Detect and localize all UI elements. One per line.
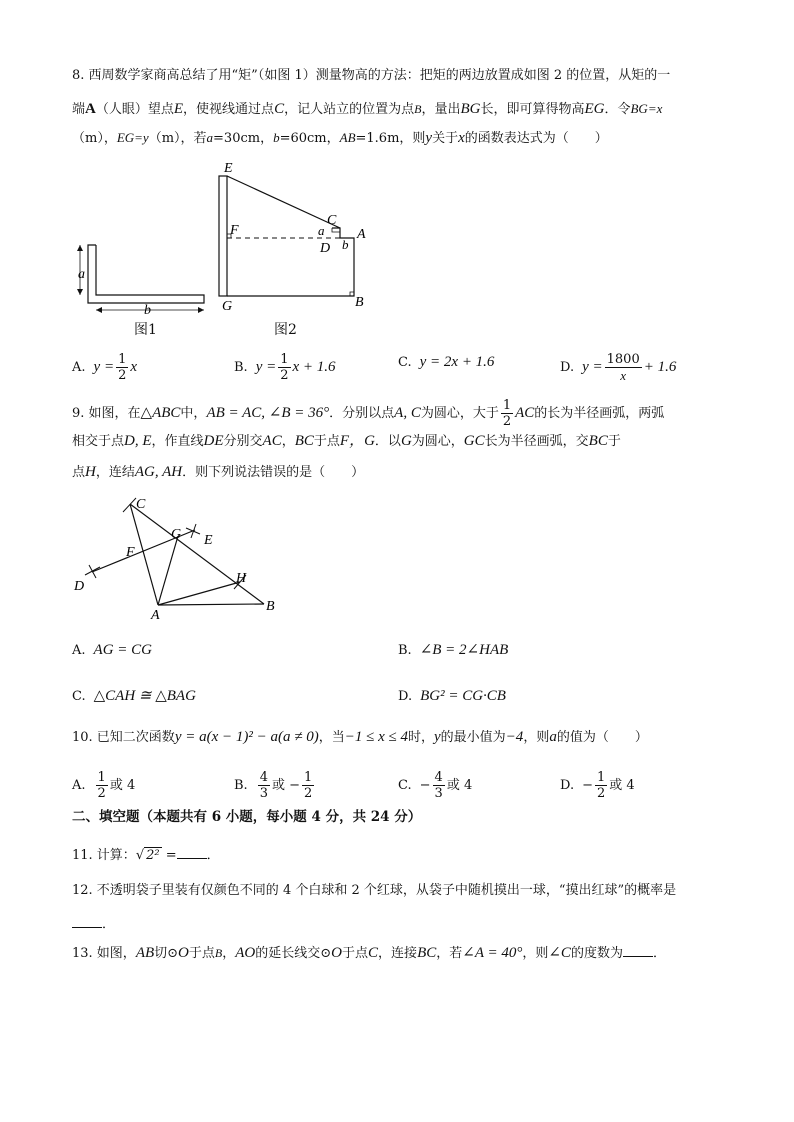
q8-option-d[interactable] [560,352,676,383]
var-AC: AC [262,433,282,449]
q8-figure-2 [212,160,382,320]
var-AC2: AC [515,405,535,421]
range: −1 ≤ x ≤ 4 [344,729,408,745]
var-FG: F，G [339,433,375,449]
option-label: B. [234,360,248,375]
var-triangle: △ABC [140,405,181,421]
text: 关于 [432,131,459,146]
label-E: E [204,533,213,548]
option-label: A. [72,643,86,658]
text: ，连接 [378,946,418,961]
var-B: B [214,946,223,960]
label-F: F [126,545,135,560]
q8-line-2 [72,99,732,120]
frac-num: 1 [280,352,289,367]
text: 为圆心，大于 [420,406,499,421]
q10-option-b[interactable] [234,770,316,801]
option-text: y = 2x + 1.6 [419,354,495,370]
text: 为圆心， [411,434,464,449]
text: ，当 [318,730,345,745]
text: （m），若 [148,131,207,146]
text: 时， [407,730,434,745]
dim-b-arrow-right [198,307,204,313]
frac-num: 1 [118,352,127,367]
frac-num: 1 [97,770,106,785]
text: ． [206,848,220,863]
text: 12. 不透明袋子里装有仅颜色不同的 4 个白球和 2 个红球，从袋子中随机摸出一球，“摸出红球”的概率是 [72,883,677,898]
text: 的长为半径画弧，两弧 [534,406,665,421]
text: 点 [72,465,86,480]
label-B: B [266,599,275,614]
var-a: a [206,130,214,145]
dim-a-arrow-top [77,245,83,251]
text: 的函数表达式为（ ） [464,131,608,146]
q12-line-1 [72,881,732,901]
option-label: A. [72,360,86,375]
option-pre: y = [255,359,277,375]
text: 端 [72,102,86,117]
segment-AH [158,582,240,605]
option-text: △CAH ≅ △BAG [93,688,196,704]
text: ，若 [436,946,463,961]
arc-mark-C [123,498,136,512]
dim-b-arrow-left [96,307,102,313]
wall [219,176,227,296]
frac-num: 1800 [606,352,640,367]
q9-line-2 [72,431,732,452]
frac-den: 2 [502,414,512,429]
text: ． [652,946,666,961]
text: 的最小值为 [440,730,506,745]
option-post: 或 4 [109,778,136,793]
text: 的度数为 [570,946,623,961]
ruler-shape [88,245,204,303]
label-b: b [342,237,349,252]
text: =30cm， [213,131,274,146]
text: 于点 [342,946,369,961]
function: y = a(x − 1)² − a(a ≠ 0) [174,729,319,745]
frac-den: 3 [434,786,443,801]
option-label: C. [398,778,412,793]
text: ，量出 [421,102,461,117]
q9-line-3 [72,462,732,483]
label-H: H [236,571,247,586]
text: 9. 如图，在 [72,406,141,421]
frac-num: 1 [502,398,512,413]
answer-blank[interactable] [72,914,102,928]
q9-option-d[interactable] [398,686,506,707]
q10-option-a[interactable] [72,770,135,801]
radicand: 2² [146,848,160,863]
label-D: D [74,579,85,594]
segment-CB [130,504,264,604]
var-H: H [85,464,96,480]
frac-num: 1 [304,770,313,785]
q8-option-a[interactable] [72,352,137,383]
text: ，使视线通过点 [183,102,275,117]
dim-a-arrow-bottom [77,289,83,295]
fig2-caption: 图2 [274,322,297,338]
text: ，连结 [95,465,135,480]
frac-den: 2 [304,786,313,801]
q9-option-b[interactable] [398,640,508,661]
text: 长为半径画弧，交 [484,434,589,449]
label-C: C [136,497,146,512]
condition: AB = AC, ∠B = 36° [206,405,330,421]
option-post: 或 4 [446,778,473,793]
q9-option-a[interactable] [72,640,152,661]
text: 的延长线交⊙ [255,946,332,961]
frac-den: x [620,368,627,383]
option-pre: y = [93,359,115,375]
label-G: G [222,299,233,314]
text: ．则下列说法错误的是（ ） [182,465,365,480]
text: ． [102,917,116,932]
var-GC: GC [463,433,485,449]
var-O: O [331,945,343,961]
var-E: E [173,101,184,117]
frac-den: 3 [259,786,268,801]
option-label: A. [72,778,86,793]
text: ，作直线 [151,434,204,449]
var-line-DE: DE [203,433,224,449]
text: =60cm， [279,131,340,146]
angle-C: ∠C [548,945,571,961]
label-A: A [151,608,160,622]
var-C: C [368,945,379,961]
label-B: B [355,295,364,310]
var-C: C [274,101,285,117]
equals: = [165,848,177,863]
answer-blank[interactable] [177,845,207,859]
section-heading: 二、填空题（本题共有 6 小题，每小题 4 分，共 24 分） [72,809,422,825]
q9-option-c[interactable] [72,686,196,707]
frac-den: 2 [97,786,106,801]
var-AG-AH: AG, AH [134,464,183,480]
option-label: C. [72,689,86,704]
sight-line [227,176,340,228]
option-label: C. [398,355,412,370]
text: ， [222,946,236,961]
label-A: A [357,227,366,242]
min-value: −4 [505,729,524,745]
option-label: D. [398,689,413,704]
var-G: G [400,433,412,449]
label-D: D [320,241,331,256]
q8-option-b[interactable] [234,352,336,383]
option-label: D. [560,360,575,375]
var-y: y [425,130,433,146]
segment-AB [158,604,264,605]
q8-line-3 [72,128,732,149]
option-pre: y = [582,359,603,375]
text: 切⊙ [154,946,179,961]
text: 分别交 [223,434,263,449]
var-x: x [458,130,465,146]
var-BG: BG [460,101,481,117]
text: 于 [607,434,621,449]
q10-line [72,727,732,748]
text: ，则 [522,946,549,961]
text: 于点 [313,434,340,449]
option-post: 或 − [271,778,300,793]
option-post: 或 4 [609,778,635,793]
ruler-corner [332,228,340,232]
sign: − [419,778,431,793]
var-A: A [85,101,96,117]
q10-option-d[interactable] [560,770,635,801]
text: 于点 [188,946,215,961]
option-text: ∠B = 2∠HAB [419,642,509,658]
text: 13. 如图， [72,946,136,961]
frac-den: 2 [597,786,606,801]
text: 的值为（ ） [556,730,648,745]
label-b: b [144,303,151,318]
q9-line-1 [72,398,732,429]
fig1-caption: 图1 [134,322,157,338]
text: 11. 计算： [72,848,136,863]
text: （人眼）望点 [95,102,174,117]
label-a: a [78,267,85,282]
text: 相交于点 [72,434,125,449]
var-AB: AB [135,945,155,961]
var-DE: D, E [124,433,152,449]
option-post: + 1.6 [643,359,677,375]
q12-line-2 [72,914,732,935]
option-label: B. [234,778,248,793]
sqrt-expression: √ 2² [135,848,160,863]
text: =1.6m，则 [355,131,426,146]
var-O: O [178,945,189,961]
text: ．分别以点 [329,406,395,421]
q13-line [72,943,732,964]
text: ．令 [604,102,631,117]
var-EGy: EG=y [116,130,149,145]
var-AB: AB [339,130,356,145]
answer-blank[interactable] [623,943,653,957]
text: ， [281,434,295,449]
q8-option-c[interactable] [398,352,494,373]
var-EG: EG [584,101,605,117]
var-BC: BC [294,433,314,449]
arc-mark-D2 [89,565,96,578]
text: ，记人站立的位置为点 [284,102,415,117]
text: 长，即可算得物高 [480,102,585,117]
label-a: a [318,223,325,238]
q11-line [72,845,732,866]
label-F: F [230,223,239,238]
var-BC2: BC [588,433,608,449]
var-BC: BC [417,945,437,961]
segment-AG [158,536,178,605]
text: 中， [180,406,207,421]
frac-num: 1 [597,770,606,785]
text: （m）， [72,131,117,146]
option-post: x + 1.6 [292,359,336,375]
var-AC: A, C [394,405,421,421]
text: ，则 [523,730,550,745]
text: 10. 已知二次函数 [72,730,175,745]
sign: − [582,778,593,793]
text: ．以 [374,434,401,449]
label-E: E [224,161,233,176]
option-text: BG² = CG·CB [420,688,506,704]
var-BGx: BG=x [630,101,663,116]
q9-figure [70,492,290,622]
option-label: D. [560,778,575,793]
label-G: G [171,527,182,542]
option-post: x [130,359,138,375]
q10-option-c[interactable] [398,770,472,801]
var-a: a [549,729,557,745]
angle-A: ∠A = 40° [462,945,523,961]
q8-text: 8. 西周数学家商高总结了用“矩”（如图 1）测量物高的方法：把矩的两边放置成如图 2 的位置，从矩的一 [72,68,671,83]
var-b: b [273,130,280,145]
frac-num: 4 [259,770,268,785]
frac-num: 4 [434,770,443,785]
option-text: AG = CG [93,642,152,658]
q8-line-1 [72,66,732,86]
var-AO: AO [235,945,256,961]
var-y: y [434,729,441,745]
frac-den: 2 [118,368,127,383]
label-C: C [327,213,337,228]
var-B: B [414,102,422,116]
option-label: B. [398,643,412,658]
frac-den: 2 [280,368,289,383]
